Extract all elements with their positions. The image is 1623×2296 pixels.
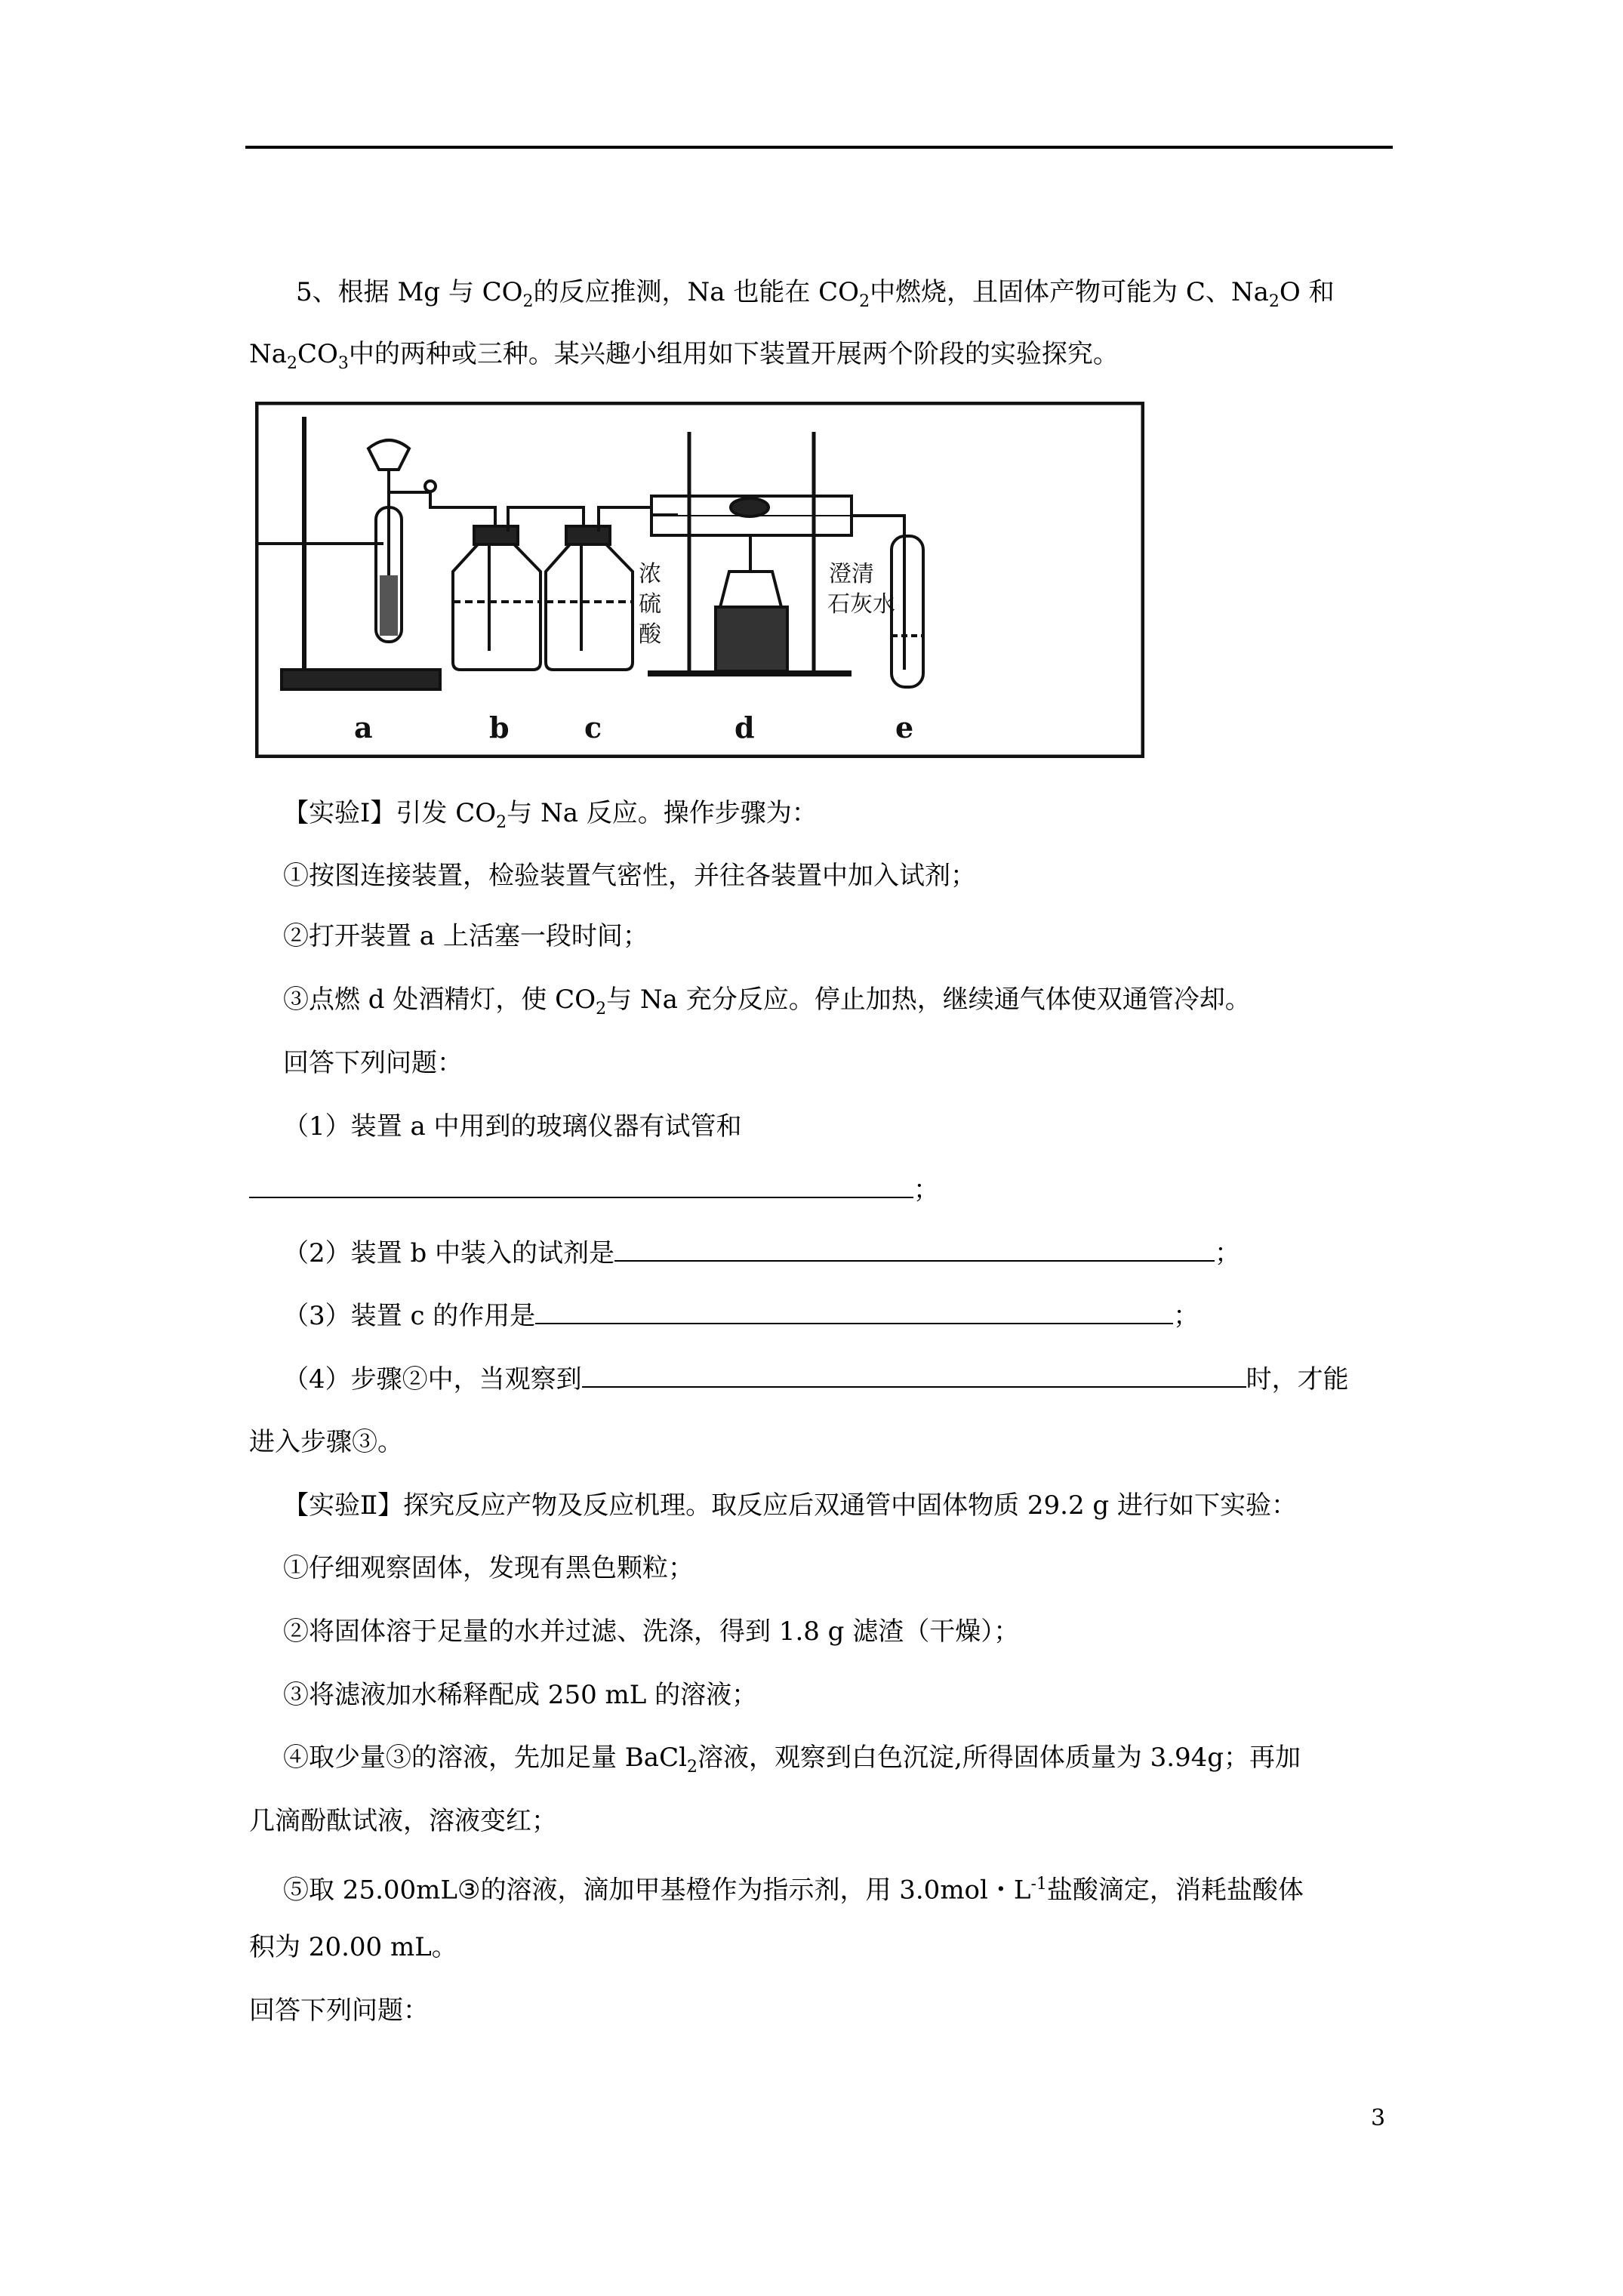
exp1-q4-cont: 进入步骤③。 — [249, 1427, 403, 1457]
label-conc-1: 浓 — [639, 561, 661, 587]
exp1-step-3-a: ③点燃 d 处酒精灯，使 CO — [283, 985, 596, 1015]
stopcock — [425, 481, 436, 492]
exp1-step-3-b: 与 Na 充分反应。停止加热，继续通气体使双通管冷却。 — [606, 985, 1251, 1015]
exp2-step-4-a: ④取少量③的溶液，先加足量 BaCl — [283, 1743, 687, 1773]
stopper-c — [566, 526, 610, 544]
exp2-step-4 — [283, 1741, 1301, 1784]
page-number: 3 — [1371, 2105, 1386, 2131]
q5-sub: 2 — [522, 291, 534, 311]
bottle-c — [546, 544, 633, 670]
label-limewater-1: 澄清 — [829, 561, 874, 587]
exp1-title-a: 【实验Ⅰ】引发 CO — [283, 798, 497, 828]
q3-text: （3）装置 c 的作用是 — [283, 1301, 536, 1331]
label-d: d — [735, 710, 755, 744]
label-conc-2: 硫 — [639, 591, 661, 618]
alcohol-lamp — [720, 572, 781, 607]
exp1-title — [283, 797, 818, 840]
exp1-q3 — [283, 1299, 1199, 1333]
exp1-answer-prompt: 回答下列问题： — [283, 1048, 463, 1078]
q5-line-1 — [296, 276, 1335, 319]
q5-sub: 2 — [287, 353, 298, 373]
label-a: a — [354, 710, 373, 744]
q5-text-b: 的反应推测，Na 也能在 CO — [533, 277, 860, 307]
q5-text-a: 5、根据 Mg 与 CO — [296, 277, 523, 307]
label-c: c — [584, 710, 602, 744]
exp2-step-4-cont: 几滴酚酞试液，溶液变红； — [249, 1806, 557, 1836]
test-tube-e — [892, 536, 923, 687]
exp2-answer-prompt: 回答下列问题： — [249, 1996, 429, 2026]
exp2-step-5-a: ⑤取 25.00mL③的溶液，滴加甲基橙作为指示剂，用 3.0mol・L — [283, 1875, 1031, 1906]
bottle-b — [453, 544, 540, 670]
exp2-title: 【实验Ⅱ】探究反应产物及反应机理。取反应后双通管中固体物质 29.2 g 进行如下实验： — [283, 1490, 1297, 1521]
label-conc-3: 酸 — [639, 621, 661, 648]
q2-text: （2）装置 b 中装入的试剂是 — [283, 1238, 615, 1268]
q5-sub: 2 — [859, 291, 870, 311]
exp1-title-b: 与 Na 反应。操作步骤为： — [507, 798, 818, 828]
stopper-b — [474, 526, 518, 544]
q4-end: 时，才能 — [1246, 1364, 1349, 1395]
exp1-step-2: ②打开装置 a 上活塞一段时间； — [283, 921, 648, 951]
q1-end: ； — [913, 1175, 939, 1205]
sodium-sample — [731, 498, 768, 516]
exp2-step-3: ③将滤液加水稀释配成 250 mL 的溶液； — [283, 1680, 758, 1710]
q4-text: （4）步骤②中，当观察到 — [283, 1364, 582, 1395]
apparatus-figure — [255, 402, 1144, 758]
q5-text-d: O 和 — [1279, 277, 1335, 307]
q2-end: ； — [1215, 1238, 1241, 1268]
stand-base — [282, 670, 440, 689]
q3-answer-blank[interactable] — [535, 1299, 1173, 1324]
exp2-step-4-b: 溶液，观察到白色沉淀,所得固体质量为 3.94g；再加 — [697, 1743, 1301, 1773]
funnel-a — [368, 440, 409, 470]
q5-sub: 3 — [337, 353, 349, 373]
liquid-a — [380, 575, 398, 636]
exp1-q2 — [283, 1236, 1240, 1270]
exp2-step-5-b: 盐酸滴定，消耗盐酸体 — [1046, 1875, 1304, 1906]
q5-text-g: 中的两种或三种。某兴趣小组用如下装置开展两个阶段的实验探究。 — [348, 339, 1119, 369]
exp2-sup: -1 — [1030, 1875, 1047, 1894]
label-limewater-2: 石灰水 — [827, 591, 895, 618]
exp2-step-1: ①仔细观察固体，发现有黑色颗粒； — [283, 1553, 694, 1583]
header-rule — [245, 146, 1393, 149]
q3-end: ； — [1173, 1301, 1200, 1331]
exp1-q4 — [283, 1362, 1349, 1396]
exp1-step-1: ①按图连接装置，检验装置气密性，并往各装置中加入试剂； — [283, 861, 976, 891]
exp1-sub: 2 — [596, 999, 607, 1019]
q5-text-e: Na — [249, 339, 288, 369]
q5-text-f: CO — [297, 339, 338, 369]
q5-sub: 2 — [1268, 291, 1280, 311]
exp2-sub: 2 — [686, 1757, 698, 1777]
lamp-block — [716, 607, 787, 671]
q1-answer-blank[interactable] — [249, 1173, 913, 1198]
exp2-step-5-cont: 积为 20.00 mL。 — [249, 1932, 457, 1962]
q2-answer-blank[interactable] — [614, 1236, 1215, 1262]
exp1-q1-answer-line — [249, 1173, 939, 1207]
q5-text-c: 中燃烧，且固体产物可能为 C、Na — [870, 277, 1269, 307]
exp2-step-2: ②将固体溶于足量的水并过滤、洗涤，得到 1.8 g 滤渣（干燥）； — [283, 1616, 1020, 1647]
exp2-step-5 — [283, 1868, 1304, 1906]
exp1-sub: 2 — [496, 812, 507, 832]
q4-answer-blank[interactable] — [582, 1362, 1246, 1388]
exp1-q1: （1）装置 a 中用到的玻璃仪器有试管和 — [283, 1111, 742, 1142]
q5-line-2 — [249, 337, 1119, 381]
exp1-step-3 — [283, 983, 1251, 1026]
label-b: b — [489, 710, 510, 744]
label-e: e — [895, 710, 914, 744]
